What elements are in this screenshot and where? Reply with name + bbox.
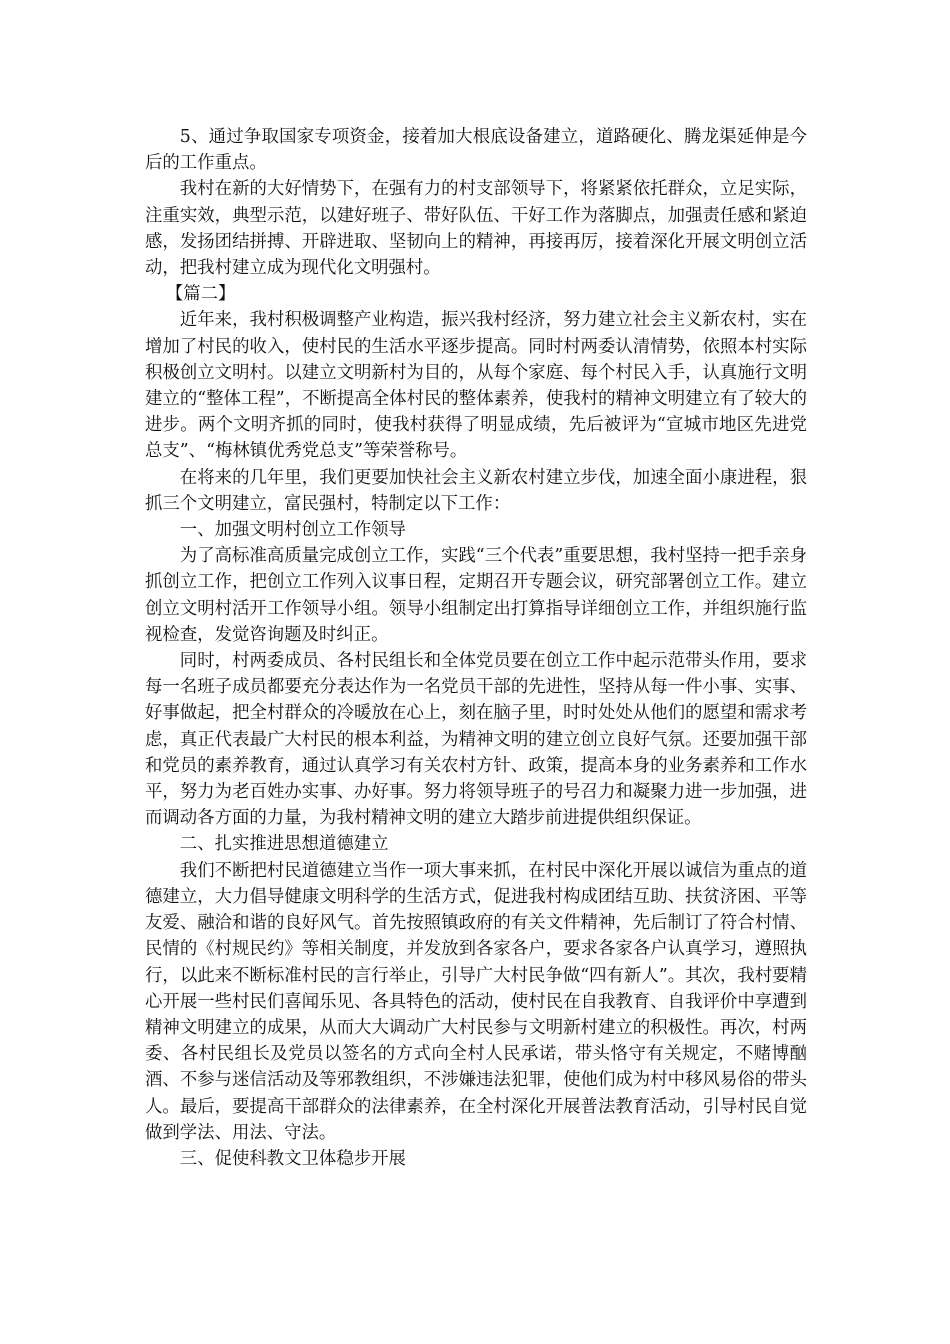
section-heading: 三、促使科教文卫体稳步开展	[179, 1148, 406, 1169]
paragraph: 为了高标准高质量完成创立工作，实践“三个代表”重要思想，我村坚持一把手亲身抓创立工作，把创立工作列入议事日程，定期召开专题会议，研究部署创立工作。建立创立文明村活开工作领导小组。领导小组制定出打算指导详细创立工作，并组织施行监视检查，发觉咨询题及时纠正。	[145, 546, 807, 645]
section-heading: 二、扎实推进思想道德建立	[179, 834, 389, 855]
paragraph: 近年来，我村积极调整产业构造，振兴我村经济，努力建立社会主义新农村，实在增加了村民的收入，使村民的生活水平逐步提高。同时村两委认清情势，依照本村实际积极创立文明村。以建立文明新村为目的，从每个家庭、每个村民入手，认真施行文明建立的“整体工程”，不断提高全体村民的整体素养，使我村的精神文明建立有了较大的进步。两个文明齐抓的同时，使我村获得了明显成绩，先后被评为“宣城市地区先进党总支”、“梅林镇优秀党总支”等荣誉称号。	[145, 310, 807, 462]
section-heading: 一、加强文明村创立工作领导	[179, 520, 406, 541]
paragraph: 同时，村两委成员、各村民组长和全体党员要在创立工作中起示范带头作用，要求每一名班子成员都要充分表达作为一名党员干部的先进性，坚持从每一件小事、实事、好事做起，把全村群众的冷暖放在心上，刻在脑子里，时时处处从他们的愿望和需求考虑，真正代表最广大村民的根本利益，为精神文明的建立创立良好气氛。还要加强干部和党员的素养教育，通过认真学习有关农村方针、政策，提高本身的业务素养和工作水平，努力为老百姓办实事、办好事。努力将领导班子的号召力和凝聚力进一步加强，进而调动各方面的力量，为我村精神文明的建立大踏步前进提供组织保证。	[145, 651, 807, 829]
paragraph: 我村在新的大好情势下，在强有力的村支部领导下，将紧紧依托群众，立足实际，注重实效，典型示范，以建好班子、带好队伍、干好工作为落脚点，加强责任感和紧迫感，发扬团结拼搏、开辟进取、坚韧向上的精神，再接再厉，接着深化开展文明创立活动，把我村建立成为现代化文明强村。	[145, 179, 807, 279]
paragraph: 5、通过争取国家专项资金，接着加大根底设备建立，道路硬化、腾龙渠延伸是今后的工作重点。	[145, 127, 807, 174]
section-tag: 【篇二】	[165, 284, 236, 305]
document-body	[145, 124, 807, 1172]
paragraph: 在将来的几年里，我们更要加快社会主义新农村建立步伐，加速全面小康进程，狠抓三个文明建立，富民强村，特制定以下工作：	[145, 467, 807, 514]
paragraph: 我们不断把村民道德建立当作一项大事来抓，在村民中深化开展以诚信为重点的道德建立，大力倡导健康文明科学的生活方式，促进我村构成团结互助、扶贫济困、平等友爱、融洽和谐的良好风气。首先按照镇政府的有关文件精神，先后制订了符合村情、民情的《村规民约》等相关制度，并发放到各家各户，要求各家各户认真学习，遵照执行，以此来不断标准村民的言行举止，引导广大村民争做“四有新人”。其次，我村要精心开展一些村民们喜闻乐见、各具特色的活动，使村民在自我教育、自我评价中享遭到精神文明建立的成果，从而大大调动广大村民参与文明新村建立的积极性。再次，村两委、各村民组长及党员以签名的方式向全村人民承诺，带头恪守有关规定，不赌博酗酒、不参与迷信活动及等邪教组织，不涉嫌违法犯罪，使他们成为村中移风易俗的带头人。最后，要提高干部群众的法律素养，在全村深化开展普法教育活动，引导村民自觉做到学法、用法、守法。	[145, 860, 807, 1143]
